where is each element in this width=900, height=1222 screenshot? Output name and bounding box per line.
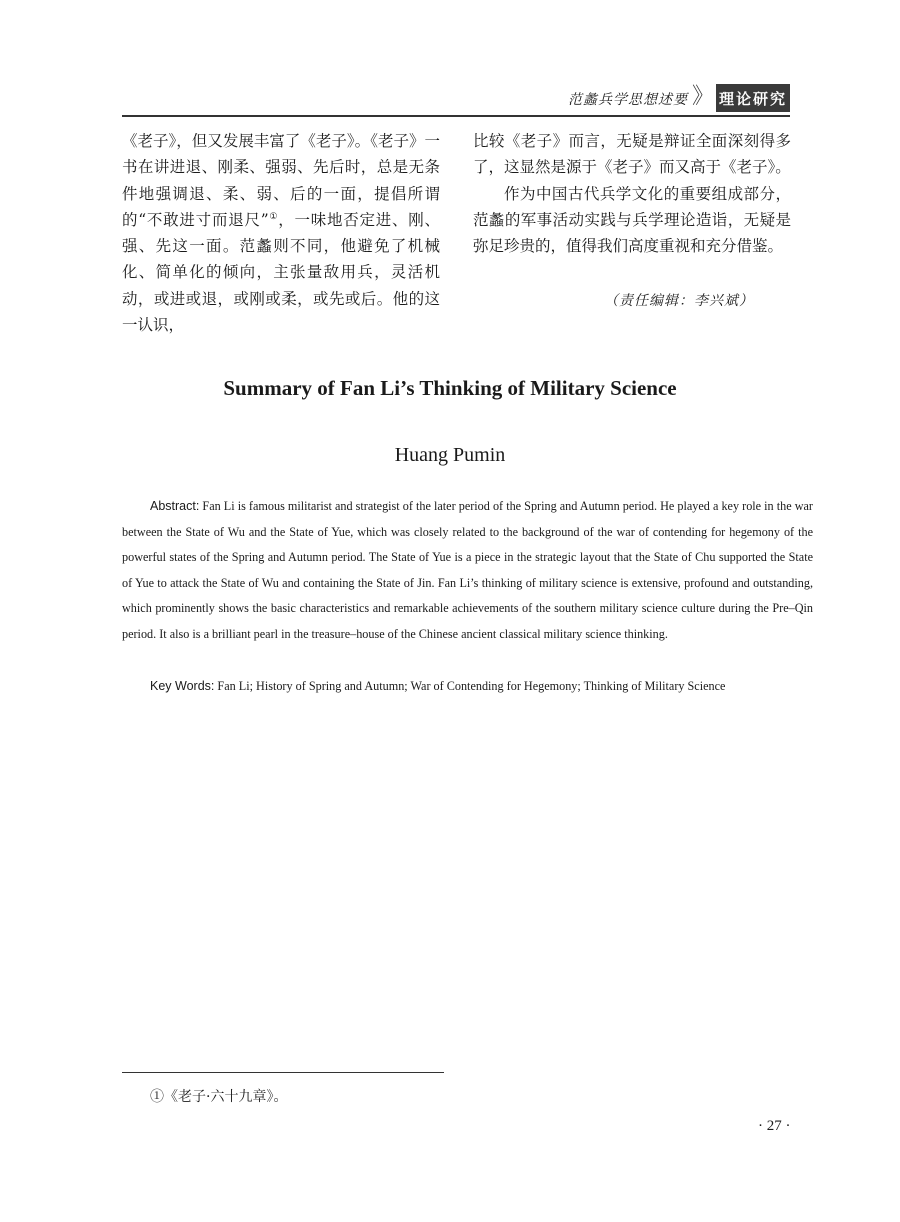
page-number: · 27 ·: [758, 1118, 791, 1134]
footnote: ①《老子·六十九章》。: [150, 1089, 288, 1105]
english-keywords: [150, 675, 813, 697]
abstract-label: Abstract:: [150, 499, 200, 513]
chevron-separator: 》: [692, 84, 711, 109]
section-label: 理论研究: [716, 84, 790, 112]
header-rule: [122, 115, 790, 117]
right-paragraph-1: 比较《老子》而言，无疑是辩证全面深刻得多了，这显然是源于《老子》而又高于《老子》。: [473, 132, 791, 177]
footnote-rule: [122, 1072, 444, 1073]
footnote-marker: ①: [268, 211, 279, 222]
keywords-text: Fan Li; History of Spring and Autumn; War of Contending for Hegemony; Thinking of Military Science: [217, 679, 726, 693]
left-column: [122, 128, 440, 338]
editor-credit: （责任编辑：李兴斌）: [604, 293, 754, 309]
running-title: 范蠡兵学思想述要: [568, 92, 688, 108]
english-title: Summary of Fan Li’s Thinking of Military Science: [223, 376, 677, 400]
abstract-text: Fan Li is famous militarist and strategist of the later period of the Spring and Autumn period. He played a key role in the war between the State of Wu and the State of Yue, which was closely related to the background of the war of contending for hegemony of the powerful states of the Spring and Autumn period. The State of Yue is a piece in the strategic layout that the State of Chu supported the State of Yue to attack the State of Wu and containing the State of Jin. Fan Li’s thinking of military science is extensive, profound and outstanding, which prominently shows the basic characteristics and remarkable achievements of the southern military science culture during the Pre–Qin period. It also is a brilliant pearl in the treasure–house of the Chinese ancient classical military science thinking.: [122, 499, 813, 641]
right-column: [473, 128, 791, 259]
english-author: Huang Pumin: [394, 444, 506, 466]
english-abstract: [122, 494, 813, 648]
left-text-b: ，一味地否定进、刚、强、先这一面。范蠡则不同，他避免了机械化、简单化的倾向，主张量敌用兵，灵活机动，或进或退，或刚或柔，或先或后。他的这一认识，: [122, 210, 440, 335]
left-paragraph: [122, 128, 440, 338]
keywords-label: Key Words:: [150, 679, 215, 693]
right-paragraph-2: 作为中国古代兵学文化的重要组成部分，范蠡的军事活动实践与兵学理论造诣，无疑是弥足珍贵的，值得我们高度重视和充分借鉴。: [473, 184, 791, 256]
left-text-a: 《老子》，但又发展丰富了《老子》。《老子》一书在讲进退、刚柔、强弱、先后时，总是无条件地强调退、柔、弱、后的一面，提倡所谓的“不敢进寸而退尺”: [122, 132, 440, 229]
